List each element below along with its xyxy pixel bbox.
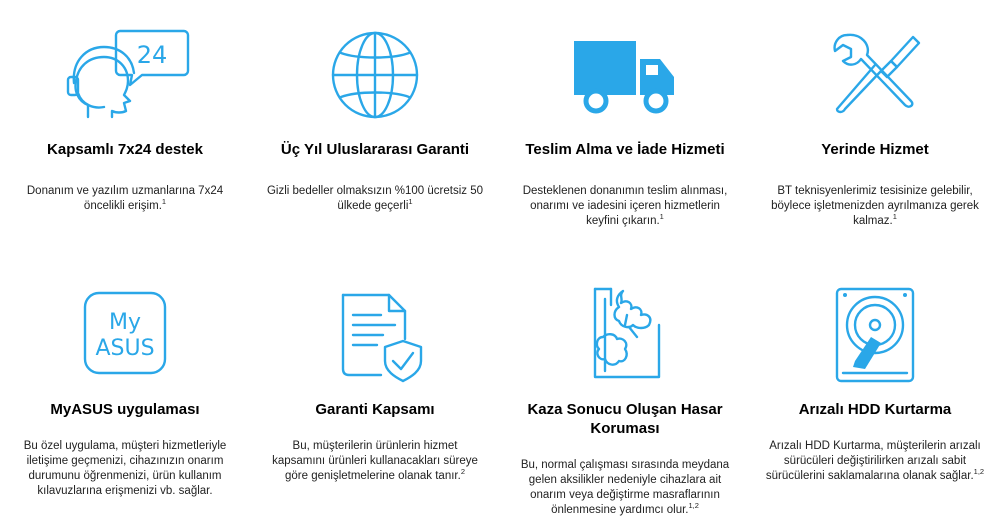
service-title: Kapsamlı 7x24 destek [47,141,203,158]
service-description: Bu özel uygulama, müşteri hizmetleriyle iletişime geçmenizi, cihazınızın onarım durumunu öğrenmenizi, ürün kullanım kılavuzlarına erişmenizi vb. sağlar. [23,440,227,497]
service-card-accident [500,285,750,518]
service-card-coverage [250,285,500,484]
service-title: Teslim Alma ve İade Hizmeti [525,141,725,158]
globe-icon [250,25,500,125]
service-title: Arızalı HDD Kurtarma [798,401,952,418]
service-description: Arızalı HDD Kurtarma, müşterilerin arızalı sürücüleri değiştirilirken arızalı sabit sürücülerini saklamalarına olanak sağlar.$^{1,2}$ [765,440,985,482]
svg-text:ASUS: ASUS [95,336,155,361]
service-card-myasus [0,285,250,499]
wrench-screwdriver-icon [750,25,1000,125]
service-card-hdd [750,285,1000,484]
service-description: Bu, normal çalışması sırasında meydana gelen aksilikler nedeniyle cihazlara ait onarım veya değiştirme masraflarının önlenmesine yardımcı olur.$^{1,2}$ [520,459,730,516]
service-title: MyASUS uygulaması [50,401,200,418]
service-description: Desteklenen donanımın teslim alınması, onarımı ve iadesini içeren hizmetlerin keyfini çıkarın.$^1$ [522,185,728,227]
headset-support-icon [0,25,250,125]
service-card-pickup [500,25,750,229]
service-card-warranty [250,25,500,214]
warranty-document-shield-icon [250,285,500,385]
service-description: Donanım ve yazılım uzmanlarına 7x24 öncelikli erişim.$^1$ [26,185,224,212]
service-title: Kaza Sonucu Oluşan Hasar Koruması [527,401,723,437]
svg-text:My: My [108,310,142,335]
service-description: BT teknisyenlerimiz tesisinize gelebilir, böylece işletmenizden ayrılmanıza gerek kalmaz.$^1$ [771,185,979,227]
service-card-support [0,25,250,214]
service-description: Gizli bedeller olmaksızın %100 ücretsiz 50 ülkede geçerli$^1$ [266,185,484,212]
delivery-truck-icon [500,25,750,125]
hard-drive-icon [750,285,1000,385]
service-title: Yerinde Hizmet [821,141,929,158]
service-title: Üç Yıl Uluslararası Garanti [280,141,470,158]
accidental-damage-icon [500,285,750,385]
myasus-app-icon [0,285,250,385]
svg-text:24: 24 [136,41,168,69]
service-description: Bu, müşterilerin ürünlerin hizmet kapsamını ürünleri kullanacakları süreye göre genişletmelerine olanak tanır.$^2$ [272,440,478,482]
service-title: Garanti Kapsamı [315,401,435,418]
service-card-onsite [750,25,1000,229]
